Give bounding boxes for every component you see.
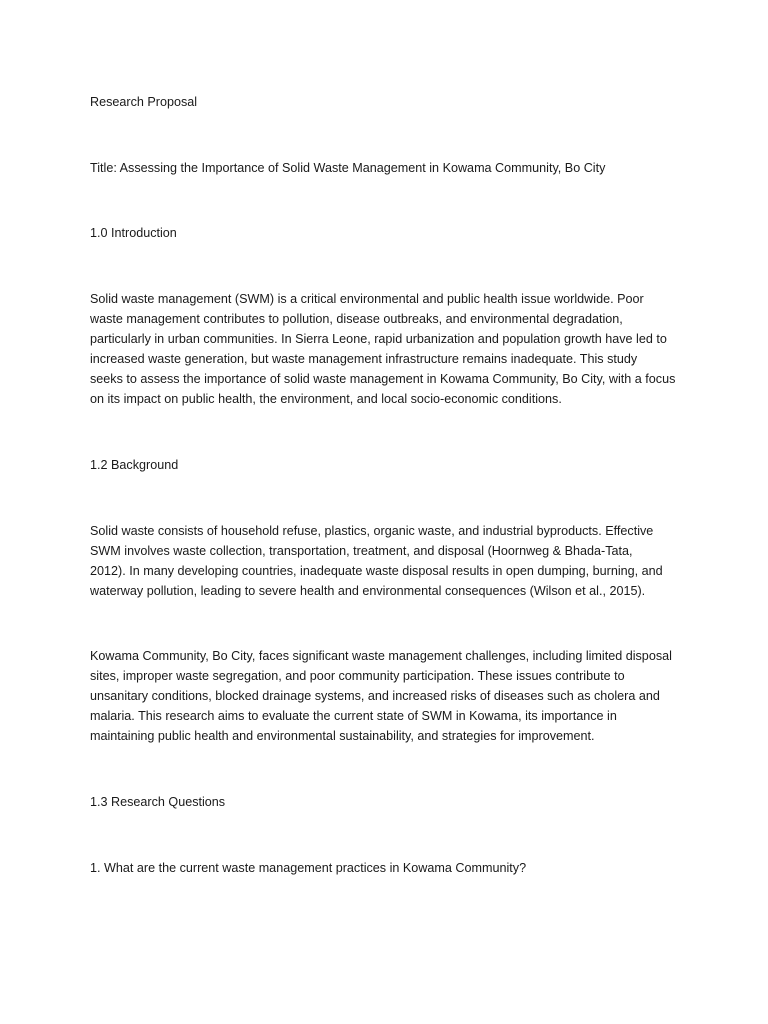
introduction-paragraph [90, 289, 690, 409]
section-heading-introduction: 1.0 Introduction [90, 226, 177, 240]
paragraph-line: on its impact on public health, the environment, and local socio-economic conditions. [90, 392, 562, 406]
paragraph-line: unsanitary conditions, blocked drainage systems, and increased risks of diseases such as cholera and [90, 689, 660, 703]
background-paragraph-1 [90, 521, 690, 601]
research-question-item: 1. What are the current waste management practices in Kowama Community? [90, 861, 527, 875]
paragraph-line: waste management contributes to pollution, disease outbreaks, and environmental degradation, [90, 312, 623, 326]
background-paragraph-2 [90, 646, 690, 746]
paragraph-line: seeks to assess the importance of solid waste management in Kowama Community, Bo City, with a focus [90, 372, 676, 386]
document-title: Title: Assessing the Importance of Solid Waste Management in Kowama Community, Bo City [90, 161, 606, 175]
paragraph-line: malaria. This research aims to evaluate the current state of SWM in Kowama, its importance in [90, 709, 617, 723]
document-heading: Research Proposal [90, 95, 198, 109]
section-heading-background: 1.2 Background [90, 458, 179, 472]
paragraph-line: Solid waste management (SWM) is a critical environmental and public health issue worldwide. Poor [90, 292, 644, 306]
paragraph-line: sites, improper waste segregation, and poor community participation. These issues contribute to [90, 669, 625, 683]
paragraph-line: particularly in urban communities. In Sierra Leone, rapid urbanization and population growth have led to [90, 332, 667, 346]
paragraph-line: Solid waste consists of household refuse, plastics, organic waste, and industrial byproducts. Effective [90, 524, 654, 538]
section-heading-research-questions: 1.3 Research Questions [90, 795, 226, 809]
paragraph-line: increased waste generation, but waste management infrastructure remains inadequate. This study [90, 352, 638, 366]
paragraph-line: waterway pollution, leading to severe health and environmental consequences (Wilson et al., 2015). [90, 584, 646, 598]
paragraph-line: 2012). In many developing countries, inadequate waste disposal results in open dumping, burning, and [90, 564, 663, 578]
paragraph-line: Kowama Community, Bo City, faces significant waste management challenges, including limited disposal [90, 649, 672, 663]
paragraph-line: SWM involves waste collection, transportation, treatment, and disposal (Hoornweg & Bhada-Tata, [90, 544, 633, 558]
paragraph-line: maintaining public health and environmental sustainability, and strategies for improvement. [90, 729, 595, 743]
